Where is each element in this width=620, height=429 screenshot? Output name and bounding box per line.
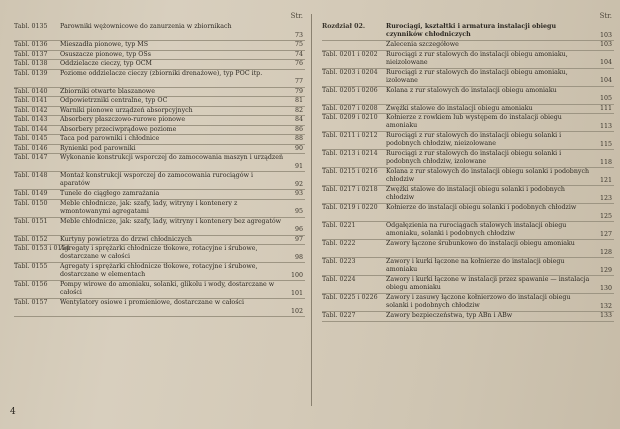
contents-column-left [14,12,305,317]
entry-title: Zawory łączone śrubunkowo do instalacji obiegu amoniaku [386,240,575,247]
entry-page-number: 127 [599,230,612,238]
entry-title: Warniki pionowe urządzeń absorpcyjnych [60,106,193,114]
contents-entry [14,135,305,145]
entry-code: Tabl. 0157 [14,299,48,306]
entry-code: Tabl. 0201 i 0202 [322,50,378,58]
entry-code: Tabl. 0135 [14,23,48,30]
contents-entry [14,218,305,236]
contents-entry [322,41,614,51]
contents-entry [14,107,305,117]
entry-page-number: 115 [599,140,612,148]
entry-title: Meble chłodnicze, jak: szafy, lady, witryny i kontenery z wmontowanymi agregatami [60,199,238,215]
contents-entry [14,263,305,281]
entry-code: Tabl. 0142 [14,106,48,114]
entry-code: Tabl. 0209 i 0210 [322,114,378,121]
entry-page-number: 104 [599,77,612,85]
column-divider [311,14,312,406]
contents-entry [14,97,305,107]
entry-page-number: 100 [290,271,303,279]
entry-title: Zbiorniki otwarte blaszanowe [60,87,155,95]
entry-page-number: 104 [599,59,612,67]
entry-page-number: 97 [294,235,303,243]
entry-page-number: 105 [599,95,612,103]
entry-title: Taca pod parowniki i chłodnice [60,135,160,142]
entry-title: Rurociągi z rur stalowych do instalacji obiegu amoniaku, izolowane [386,68,568,84]
entry-page-number: 75 [294,41,303,49]
contents-entry [14,200,305,218]
contents-entry [322,114,614,132]
entry-title: Kurtyny powietrza do drzwi chłodniczych [60,235,192,243]
contents-entry [322,222,614,240]
entry-page-number: 92 [294,180,303,188]
entry-code: Tabl. 0138 [14,60,48,67]
contents-entry [322,312,614,322]
entry-page-number: 129 [599,266,612,274]
entry-code: Tabl. 0152 [14,235,48,243]
entry-code: Tabl. 0147 [14,154,48,161]
entry-code: Tabl. 0211 i 0212 [322,132,378,139]
entry-code: Tabl. 0227 [322,312,356,319]
contents-entry [14,281,305,299]
entry-title: Kolana z rur stalowych do instalacji obiegu amoniaku [386,86,557,94]
entry-page-number: 81 [294,97,303,105]
entry-code: Tabl. 0144 [14,125,48,133]
contents-entry [14,23,305,41]
page-column-label: Str. [599,12,612,20]
entry-code: Tabl. 0151 [14,217,48,225]
entry-page-number: 93 [294,190,303,198]
entry-code: Tabl. 0207 i 0208 [322,104,378,112]
entry-code: Tabl. 0150 [14,199,48,207]
entry-page-number: 132 [599,302,612,310]
contents-entry [322,87,614,105]
entry-title: Agregaty i sprężarki chłodnicze tłokowe, rotacyjne i śrubowe, dostarczane w elementach [60,263,258,279]
contents-column-right [322,12,614,322]
contents-entry [14,299,305,317]
entry-page-number: 95 [294,208,303,216]
entry-code: Tabl. 0143 [14,116,48,123]
entry-page-number: 82 [294,106,303,114]
contents-entry [14,126,305,136]
entry-code: Tabl. 0155 [14,263,48,270]
entry-page-number: 91 [294,162,303,170]
entry-title: Zwężki stalowe do instalacji obiegu solanki i podobnych chłodziw [386,186,565,202]
entry-title: Wentylatory osiowe i promieniowe, dostarczane w całości [60,299,244,306]
entry-code: Tabl. 0140 [14,87,48,95]
contents-entry [14,145,305,155]
entry-code: Tabl. 0146 [14,144,48,152]
contents-entry [322,204,614,222]
entry-page-number: 123 [599,194,612,202]
entry-code: Tabl. 0224 [322,276,356,283]
entry-page-number: 74 [294,50,303,58]
entry-page-number: 111 [599,104,612,112]
entry-code: Tabl. 0205 i 0206 [322,86,378,94]
entry-code: Tabl. 0153 i 0154 [14,245,70,252]
entry-page-number: 121 [599,176,612,184]
entry-page-number: 113 [599,122,612,130]
contents-entry [322,150,614,168]
entry-code: Tabl. 0137 [14,50,48,58]
entry-title: Poziome oddzielacze cieczy (zbiorniki drenażowe), typ POC itp. [60,69,263,77]
entry-page-number: 133 [599,312,612,320]
entry-title: Montaż konstrukcji wsporczej do zamocowania rurociągów i aparatów [60,172,254,188]
column-header [322,12,614,23]
entry-title: Zwężki stalowe do instalacji obiegu amoniaku [386,104,533,112]
entry-code: Tabl. 0139 [14,69,48,77]
contents-entry [322,240,614,258]
entry-page-number: 77 [294,78,303,86]
contents-entry [14,154,305,172]
entry-title: Pompy wirowe do amoniaku, solanki, glikolu i wody, dostarczane w całości [60,281,275,297]
entry-code: Tabl. 0222 [322,240,356,247]
contents-entry [14,116,305,126]
entry-page-number: 98 [294,253,303,261]
entry-page-number: 103 [599,41,612,49]
entry-title: Zawory i kurki łączone na kołnierze do instalacji obiegu amoniaku [386,258,565,274]
contents-entry [14,51,305,61]
entry-title: Parowniki wężownicowe do zanurzenia w zbiornikach [60,23,232,30]
entry-title: Absorbery płaszczowo-rurowe pionowe [60,116,186,123]
page-number: 4 [10,407,16,417]
page-column-label: Str. [290,12,303,20]
entry-title: Osuszacze pionowe, typ OSs [60,50,151,58]
entry-title: Kołnierze z rowkiem lub występem do instalacji obiegu amoniaku [386,114,562,130]
entry-code: Tabl. 0221 [322,222,356,229]
entry-code: Rozdział 02. [322,23,366,30]
entry-title: Zawory i kurki łączone w instalacji przez spawanie — instalacja obiegu amoniaku [386,276,590,292]
entry-title: Kołnierze do instalacji obiegu solanki i podobnych chłodziw [386,204,577,211]
entry-page-number: 96 [294,226,303,234]
entry-title: Zawory i zasuwy łączone kołnierzowo do instalacji obiegu solanki i podobnych chłodziw [386,294,571,310]
contents-entry [14,245,305,263]
entry-code: Tabl. 0219 i 0220 [322,204,378,211]
entry-title: Tunele do ciągłego zamrażania [60,190,160,197]
entry-code: Tabl. 0223 [322,258,356,265]
entry-page-number: 86 [294,125,303,133]
entry-title: Odgałęzienia na rurociągach stalowych instalacji obiegu amoniaku, solanki i podobnych chłodziw [386,222,567,238]
entry-title: Zawory bezpieczeństwa, typ ABn i ABw [386,312,513,319]
contents-entry [322,294,614,312]
entry-page-number: 79 [294,87,303,95]
contents-entry [14,70,305,88]
entry-code: Tabl. 0136 [14,41,48,48]
entry-title: Zalecenia szczegółowe [386,41,459,48]
entry-page-number: 88 [294,135,303,143]
contents-entry [322,168,614,186]
entry-title: Oddzielacze cieczy, typ OCM [60,60,153,67]
contents-entry [322,186,614,204]
entry-title: Odpowietrzniki centralne, typ OC [60,97,168,104]
contents-entry [14,172,305,190]
entry-title: Rurociągi z rur stalowych do instalacji obiegu solanki i podobnych chłodziw, nieizolowane [386,132,562,148]
entry-page-number: 90 [294,144,303,152]
entry-page-number: 125 [599,212,612,220]
contents-entry [322,23,614,41]
entry-page-number: 73 [294,31,303,39]
entry-code: Tabl. 0156 [14,281,48,288]
entry-code: Tabl. 0148 [14,172,48,179]
contents-entry [14,190,305,200]
entry-page-number: 118 [599,158,612,166]
entry-code: Tabl. 0203 i 0204 [322,68,378,76]
entry-page-number: 128 [599,248,612,256]
contents-entry [14,60,305,70]
entry-page-number: 84 [294,116,303,124]
entry-title: Rynienki pod parowniki [60,144,136,152]
contents-entry [322,51,614,69]
contents-entry [322,276,614,294]
entry-title: Agregaty i sprężarki chłodnicze tłokowe, rotacyjne i śrubowe, dostarczane w całości [60,245,258,261]
entry-code: Tabl. 0213 i 0214 [322,150,378,157]
contents-list-left [14,23,305,317]
entry-code: Tabl. 0149 [14,190,48,197]
entry-page-number: 103 [599,31,612,39]
entry-page-number: 102 [290,307,303,315]
entry-page-number: 101 [290,289,303,297]
entry-code: Tabl. 0217 i 0218 [322,186,378,193]
entry-title: Rurociągi z rur stalowych do instalacji obiegu amoniaku, nieizolowane [386,50,568,66]
contents-entry [14,41,305,51]
entry-title: Wykonanie konstrukcji wsporczej do zamocowania maszyn i urządzeń [60,154,283,161]
entry-title: Absorbery przeciwprądowe poziome [60,125,177,133]
entry-title: Meble chłodnicze, jak: szafy, lady, witryny i kontenery bez agregatów [60,217,282,225]
contents-entry [14,88,305,98]
entry-code: Tabl. 0145 [14,135,48,142]
contents-list-right [322,23,614,322]
entry-code: Tabl. 0141 [14,97,48,104]
entry-title: Kolana z rur stalowych do instalacji obiegu solanki i podobnych chłodziw [386,168,590,184]
entry-title: Mieszadła pionowe, typ MS [60,41,149,48]
contents-entry [14,236,305,246]
entry-code: Tabl. 0225 i 0226 [322,294,378,301]
contents-entry [322,258,614,276]
entry-code: Tabl. 0215 i 0216 [322,168,378,175]
column-header [14,12,305,23]
contents-entry [322,105,614,115]
entry-page-number: 76 [294,60,303,68]
contents-entry [322,132,614,150]
contents-entry [322,69,614,87]
entry-page-number: 130 [599,284,612,292]
entry-title: Rurociągi z rur stalowych do instalacji obiegu solanki i podobnych chłodziw, izolowane [386,150,562,166]
entry-title: Rurociągi, kształtki i armatura instalacji obiegu czynników chłodniczych [386,23,557,39]
